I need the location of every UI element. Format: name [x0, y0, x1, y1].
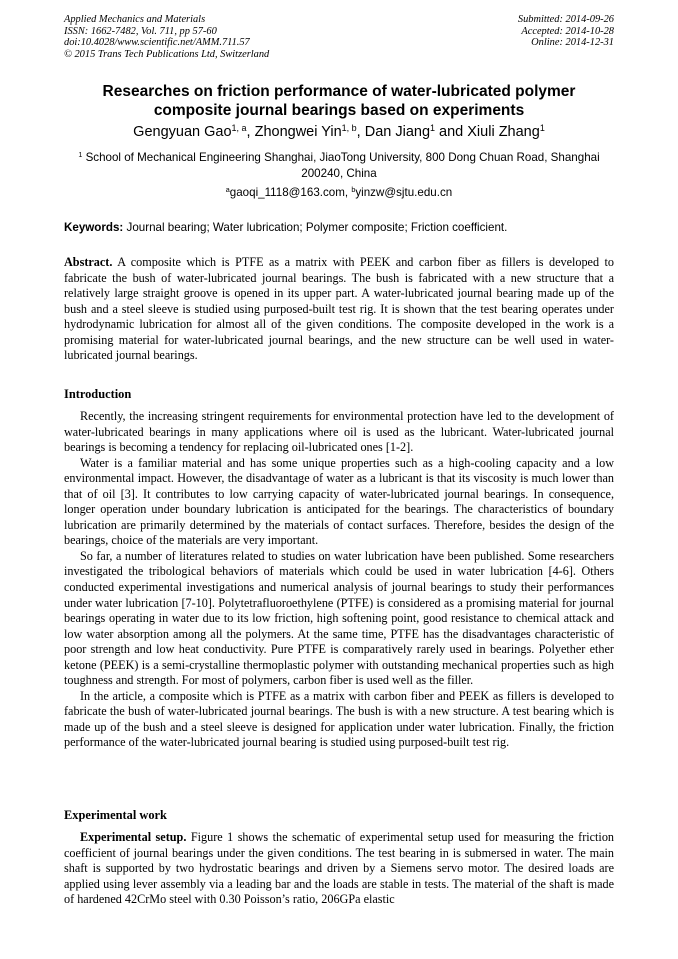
date-submitted: Submitted: 2014-09-26 [517, 14, 614, 25]
author-name: Dan Jiang [364, 124, 431, 140]
body-paragraph: Water is a familiar material and has some unique properties such as a high-cooling capacity and a low environmental impact. However, the disadvantage of water as a lubricant is that its viscosity is much lower than that of oil [3]. It contributes to low carrying capacity of water-lubricated journal bearings. In consequence, longer operation under boundary lubrication is anticipated for the bearings. The characteristics of boundary lubrication are primarily determined by the materials of contact surfaces. Therefore, besides the design of the bearings, choice of the materials are very important. [64, 455, 614, 548]
journal-header [64, 14, 394, 60]
date-accepted: Accepted: 2014-10-28 [521, 25, 614, 37]
journal-copyright: © 2015 Trans Tech Publications Ltd, Switzerland [64, 48, 270, 60]
experimental-body [64, 830, 614, 908]
abstract [64, 255, 614, 364]
body-paragraph: In the article, a composite which is PTFE as a matrix with carbon fiber and PEEK as fillers is developed to fabricate the bush of water-lubricated journal bearings. The bush is with a new structure. A test bearing which is made up of the bush and a steel sleeve is designed for application under water lubrication. Finally, the friction performance of the water-lubricated journal bearing is studied using purposed-built test rig. [64, 688, 614, 750]
section-heading: Introduction [64, 387, 132, 401]
journal-doi: doi:10.4028/www.scientific.net/AMM.711.57 [64, 37, 250, 49]
keywords-text: Journal bearing; Water lubrication; Polymer composite; Friction coefficient. [126, 221, 508, 234]
body-paragraph [64, 830, 614, 908]
paper-title: Researches on friction performance of water-lubricated polymer composite journal bearings based on experiments [102, 83, 576, 119]
affiliation [64, 150, 614, 181]
introduction-body [64, 409, 614, 751]
author-name: Xiuli Zhang [467, 124, 540, 140]
body-paragraph: So far, a number of literatures related to studies on water lubrication have been published. Some researchers investigated the tribological behaviors of materials which could be used in water lubrication [4-6]. Others conducted experimental investigations and numerical analysis of journal bearings to study their performances under water lubrication [7-10]. Polytetrafluoroethylene (PTFE) is considered as a promising material for journal bearings operating in water due to its low friction, high softening point, good resistance to chemical attack and low water absorption among all the polymers. At the same time, PTFE has the disadvantages characteristic of poor strength and low heat conductivity. Pure PTFE is comparatively rarely used in bearings. Polyether ether ketone (PEEK) is a semi-crystalline thermoplastic polymer with outstanding mechanical properties such as high toughness and strength. For most of polymers, carbon fiber is used well as the filler. [64, 548, 614, 688]
author-separator: , [246, 124, 255, 140]
body-paragraph: Recently, the increasing stringent requirements for environmental protection have led to the development of water-lubricated bearings in many applications where oil is used as the lubricant. Water-lubricated journal bearings is becoming a tendency for replacing oil-lubricated ones [1-2]. [64, 409, 614, 455]
journal-issn: ISSN: 1662-7482, Vol. 711, pp 57-60 [64, 25, 217, 37]
keywords-label: Keywords: [64, 221, 124, 234]
affiliation-text: School of Mechanical Engineering Shanghai, JiaoTong University, 800 Dong Chuan Road, Shanghai 200240, China [85, 151, 600, 180]
section-heading: Experimental work [64, 808, 167, 822]
author-name: Zhongwei Yin [254, 124, 342, 140]
subsection-run-in-heading: Experimental setup. [80, 830, 187, 844]
author-separator: , [356, 124, 365, 140]
email-marker: b [351, 185, 356, 195]
email-separator: , [344, 186, 352, 199]
journal-name: Applied Mechanics and Materials [64, 14, 206, 25]
email-link[interactable]: yinzw@sjtu.edu.cn [355, 186, 453, 199]
date-online: Online: 2014-12-31 [531, 37, 614, 49]
author-affiliation-marker: 1, a [231, 123, 247, 134]
body-paragraph-text: Figure 1 shows the schematic of experimental setup used for measuring the friction coefficient of journal bearings under the given conditions. The test bearing in is submersed in water. The main shaft is supported by two hydrostatic bearings and driven by a Siemens servo motor. The desired loads are applied using lever assembly via a leading bar and the loads are stable in tests. The material of the shaft is made of hardened 42CrMo steel with 0.30 Poisson’s ratio, 206GPa elastic [64, 830, 615, 907]
abstract-text: A composite which is PTFE as a matrix with PEEK and carbon fiber as fillers is developed to fabricate the bush of water-lubricated journal bearings. The bush is fabricated with a new structure that a relatively large straight groove is opened in its upper part. A water-lubricated journal bearing made up of the bush and a steel sleeve is studied using purposed-built test rig. It is shown that the test bearing operates under hydrodynamic lubrication for almost all of the given conditions. The composite developed in the work is a promising material for water-lubricated journal bearings, and the new structure can be well used in water-lubricated journal bearings. [64, 255, 614, 363]
author-separator: and [435, 124, 468, 140]
keywords [64, 221, 614, 235]
publication-dates [374, 14, 614, 49]
author-affiliation-marker: 1, b [341, 123, 357, 134]
email-marker: a [225, 185, 230, 195]
affiliation-marker: 1 [78, 150, 83, 160]
email-link[interactable]: gaoqi_1118@163.com [229, 186, 345, 199]
author-list [64, 123, 614, 141]
author-emails [64, 186, 614, 200]
author-affiliation-marker: 1 [539, 123, 545, 134]
author-name: Gengyuan Gao [133, 124, 232, 140]
abstract-label: Abstract. [64, 255, 113, 269]
author-affiliation-marker: 1 [430, 123, 436, 134]
